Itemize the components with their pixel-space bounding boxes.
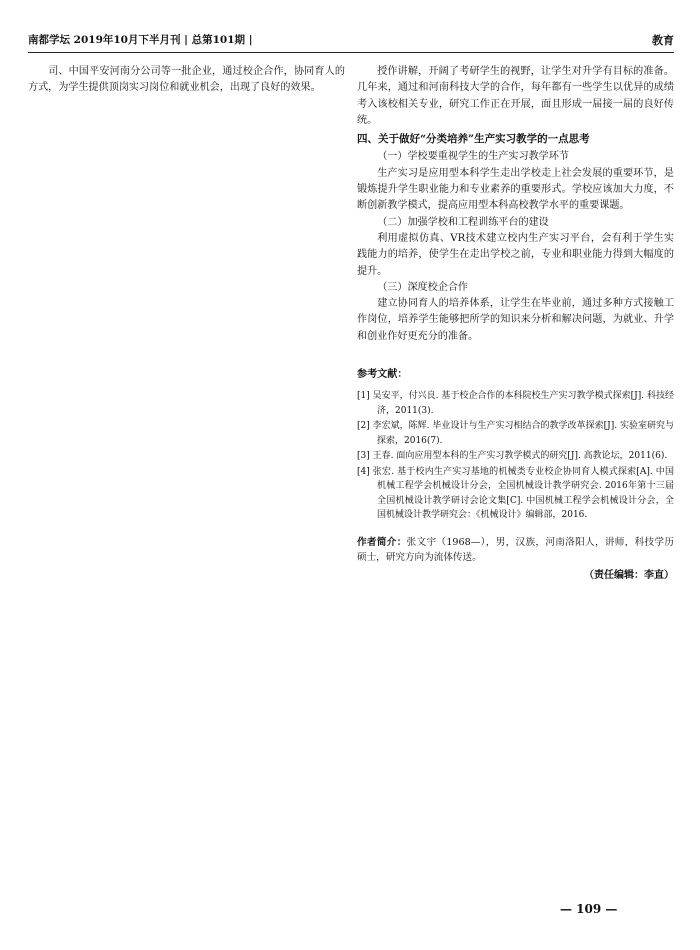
subsection-heading: （一）学校要重视学生的生产实习教学环节	[377, 151, 569, 163]
paragraph: 利用虚拟仿真、VR技术建立校内生产实习平台，会有利于学生实践能力的培养，使学生在走出学校之前，专业和职业能力得到大幅度的提升。	[357, 232, 674, 277]
left-column	[28, 64, 345, 97]
author-label: 作者简介：	[357, 536, 407, 548]
subsection-heading: （三）深度校企合作	[377, 281, 469, 293]
author-text: 张文宇（1968—），男，汉族，河南洛阳人，讲师，科技学历硕士，研究方向为流体传送。	[357, 536, 674, 564]
editor-note: （责任编辑：李直）	[584, 569, 674, 581]
author-bio	[357, 535, 674, 566]
paragraph: 建立协同育人的培养体系，让学生在毕业前，通过多种方式接触工作岗位，培养学生能够把所学的知识来分析和解决问题，为就业、升学和创业作好更充分的准备。	[357, 298, 674, 342]
right-column	[357, 64, 674, 584]
section-heading: 四、关于做好“分类培养”生产实习教学的一点思考	[357, 133, 590, 146]
paragraph: 司、中国平安河南分公司等一批企业，通过校企合作，协同育人的方式，为学生提供顶岗实习岗位和就业机会，出现了良好的效果。	[28, 66, 345, 94]
paragraph: 生产实习是应用型本科学生走出学校走上社会发展的重要环节，是锻炼提升学生职业能力和专业素养的重要形式。学校应该加大力度，不断创新教学模式，提高应用型本科高校教学水平的重要课题。	[357, 167, 674, 212]
journal-info: 南都学坛 2019年10月下半月刊 | 总第101期 |	[28, 34, 253, 46]
reference-item: [1] 吴安平，付兴良. 基于校企合作的本科院校生产实习教学模式探索[J]. 科技经济，2011(3).	[357, 391, 674, 416]
page-header	[28, 30, 674, 53]
section-label: 教育	[652, 34, 674, 47]
references-title: 参考文献：	[357, 369, 408, 381]
page-number: — 109 —	[560, 902, 618, 916]
subsection-heading: （二）加强学校和工程训练平台的建设	[377, 216, 549, 228]
reference-item: [2] 李宏斌，陈辉. 毕业设计与生产实习相结合的教学改革探索[J]. 实验室研究与探索，2016(7).	[357, 421, 674, 446]
reference-item: [3] 王春. 面向应用型本科的生产实习教学模式的研究[J]. 高教论坛，2011(6).	[357, 451, 668, 462]
paragraph: 授作讲解，开阔了考研学生的视野，让学生对升学有目标的准备。几年来，通过和河南科技大学的合作，每年都有一些学生以优异的成绩考入该校相关专业，研究工作正在开展，面且形成一届接一届的良好传统。	[357, 66, 674, 126]
reference-item: [4] 张宏. 基于校内生产实习基地的机械类专业校企协同育人模式探索[A]. 中国机械工程学会机械设计分会，全国机械设计教学研究会. 2016年第十三届全国机械设计教学研讨会论文集[C]. 中国机械工程学会机械设计分会，全国机械设计教学研究会：《机械设计》编辑部，2016.	[357, 466, 674, 521]
